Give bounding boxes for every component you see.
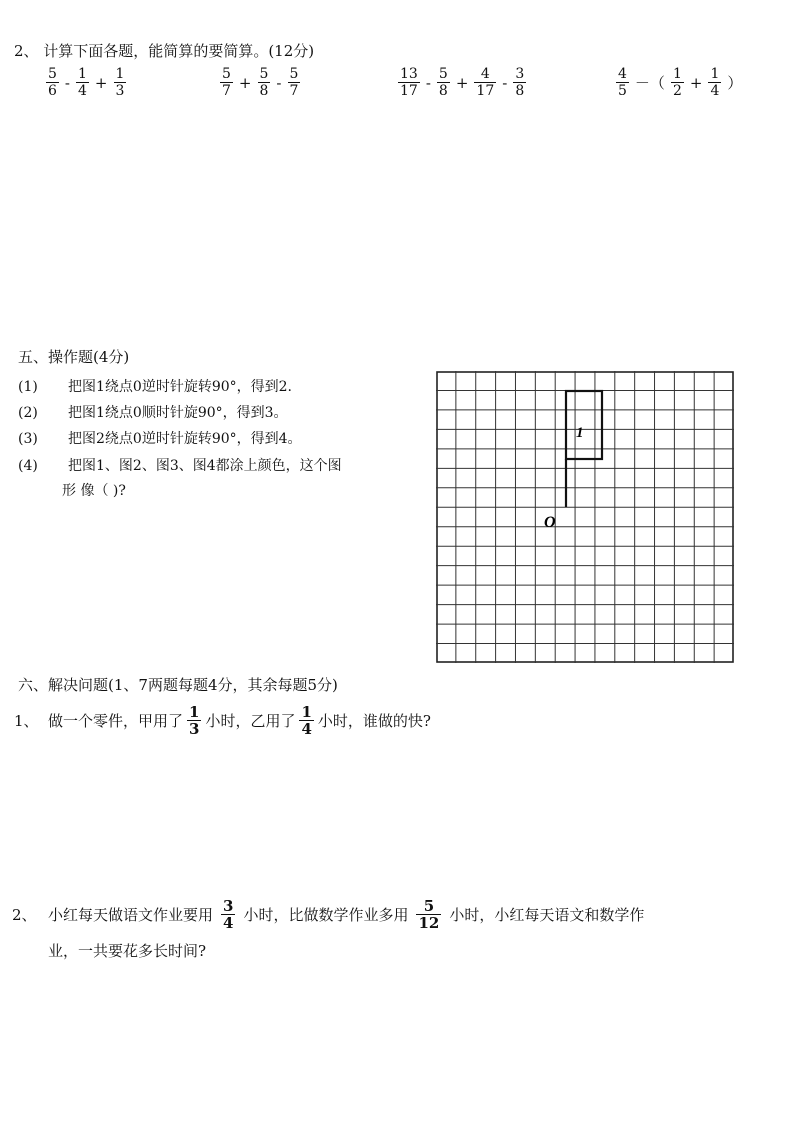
fraction: $\frac{5}{6}$ [48, 66, 57, 99]
question-2-line2: 业，一共要花多长时间? [48, 942, 207, 960]
grid-border [437, 372, 733, 662]
fraction: $\frac{1}{2}$ [672, 66, 682, 99]
expression-2: $\frac{5}{7}$ + $\frac{5}{8}$ - $\frac{5}{7}$ [222, 66, 299, 99]
list-item-continuation: 形 像（ )? [62, 483, 126, 499]
fraction: $\frac{5}{8}$ [438, 66, 448, 99]
list-item: (4) 把图1、图2、图3、图4都涂上颜色，这个图 [18, 458, 342, 474]
fraction: $\frac{5}{7}$ [289, 66, 299, 99]
figure-label: 1 [576, 425, 584, 441]
list-item: (2) 把图1绕点0顺时针旋90°，得到3。 [18, 405, 288, 421]
fraction: $\frac{13}{17}$ [400, 66, 418, 99]
grid-svg [436, 371, 734, 663]
grid-figure [436, 371, 734, 663]
fraction: $\frac{4}{5}$ [618, 66, 627, 99]
fraction: $\frac{1}{4}$ [301, 703, 312, 738]
fraction: $\frac{5}{7}$ [222, 66, 231, 99]
fraction: $\frac{1}{4}$ [710, 66, 720, 99]
fraction: $\frac{3}{4}$ [223, 897, 234, 932]
question-1: 1、 做一个零件，甲用了 $\frac{1}{3}$ 小时，乙用了 $\frac{1}{4}$ 小时，谁做的快? [14, 703, 431, 738]
expression-3: $\frac{13}{17}$ - $\frac{5}{8}$ + $\frac{4}{17}$ - $\frac{3}{8}$ [400, 66, 525, 99]
list-item: (1) 把图1绕点0逆时针旋转90°，得到2. [18, 379, 292, 395]
fraction: $\frac{5}{12}$ [418, 897, 440, 932]
question-2: 2、 小红每天做语文作业要用 $\frac{3}{4}$ 小时，比做数学作业多用 $\frac{5}{12}$ 小时，小红每天语文和数学作 [12, 897, 645, 932]
section6-heading: 六、解决问题(1、7两题每题4分，其余每题5分) [18, 676, 338, 694]
expression-1: $\frac{5}{6}$ - $\frac{1}{4}$ + $\frac{1}{3}$ [48, 66, 125, 99]
fraction: $\frac{3}{8}$ [515, 66, 525, 99]
fraction: $\frac{1}{3}$ [115, 66, 125, 99]
fraction: $\frac{1}{3}$ [189, 703, 200, 738]
fraction: $\frac{4}{17}$ [476, 66, 495, 99]
section5-heading: 五、操作题(4分) [18, 348, 130, 366]
fraction: $\frac{5}{8}$ [259, 66, 269, 99]
list-item: (3) 把图2绕点0逆时针旋转90°，得到4。 [18, 431, 302, 447]
fraction: $\frac{1}{4}$ [78, 66, 87, 99]
point-o-label: O [544, 514, 556, 531]
section2-heading: 2、 计算下面各题，能简算的要简算。(12分) [14, 42, 315, 60]
expression-4: $\frac{4}{5}$ －（ $\frac{1}{2}$ + $\frac{1}{4}$ ） [618, 66, 743, 99]
